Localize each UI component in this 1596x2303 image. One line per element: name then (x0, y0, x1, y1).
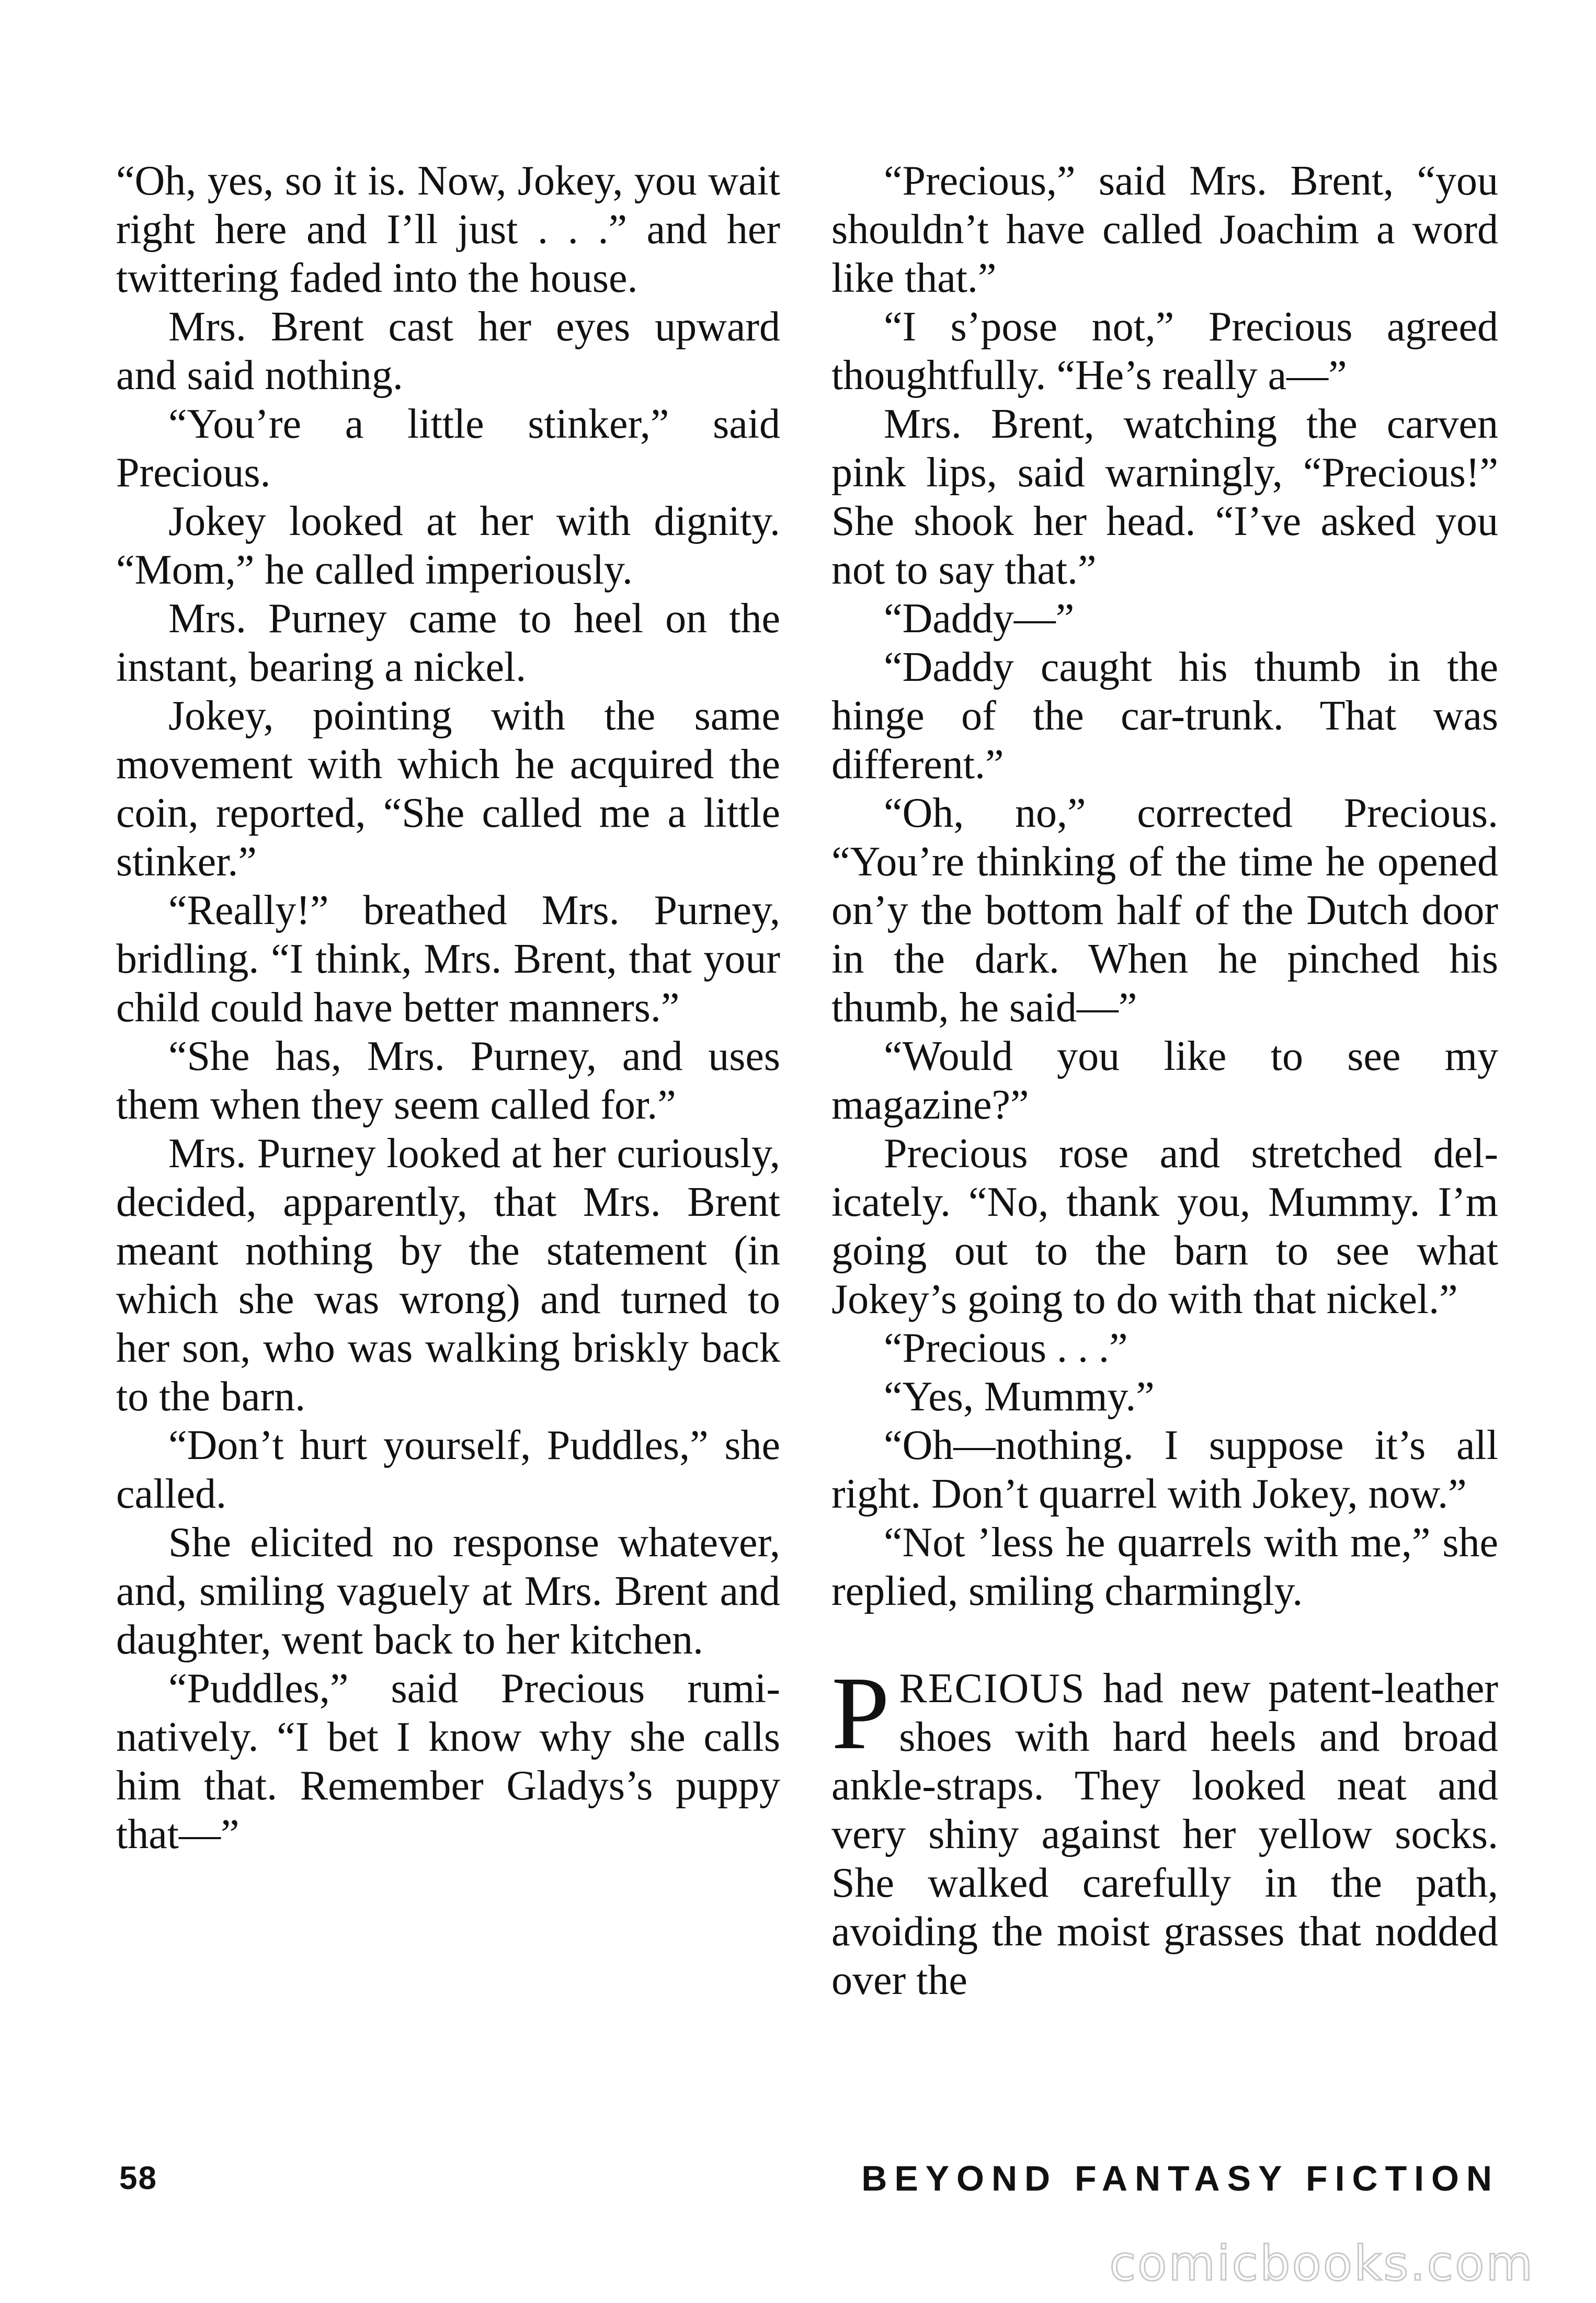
paragraph: Jokey, pointing with the same movement with which he acquired the coin, reported, “She called me a little stinker.” (116, 693, 780, 885)
right-column (831, 157, 1498, 2005)
paragraph: “Precious,” said Mrs. Brent, “you shouldn’t have called Joachim a word like that.” (831, 158, 1498, 301)
paragraph: “I s’pose not,” Precious agreed thoughtfully. “He’s really a—” (831, 304, 1498, 398)
paragraph: Mrs. Brent cast her eyes upward and said nothing. (116, 304, 780, 398)
paragraph: Mrs. Purney came to heel on the instant, bearing a nickel. (116, 596, 780, 690)
paragraph: “Would you like to see my magazine?” (831, 1033, 1498, 1128)
running-footer-title: BEYOND FANTASY FICTION (861, 2159, 1499, 2198)
page-number: 58 (119, 2160, 157, 2196)
paragraph: “Oh—nothing. I suppose it’s all right. Don’t quarrel with Jokey, now.” (831, 1422, 1498, 1517)
paragraph: “Oh, yes, so it is. Now, Jokey, you wait right here and I’ll just . . .” and her twittering faded into the house. (116, 158, 780, 301)
paragraph: “Don’t hurt yourself, Puddles,” she called. (116, 1422, 780, 1517)
paragraph: She elicited no response whatever, and, smiling vaguely at Mrs. Brent and daughter, went back to her kitchen. (116, 1520, 780, 1663)
left-column (116, 157, 780, 1859)
paragraph: “Really!” breathed Mrs. Purney, bridling. “I think, Mrs. Brent, that your child could have better manners.” (116, 887, 780, 1031)
section-break (831, 1616, 1498, 1664)
paragraph: “Yes, Mummy.” (884, 1374, 1155, 1420)
watermark: comicbooks.com (1109, 2236, 1534, 2291)
paragraph: Mrs. Brent, watching the carven pink lips, said warningly, “Precious!” She shook her head. “I’ve asked you not to say that.” (831, 401, 1498, 593)
paragraph: “Daddy caught his thumb in the hinge of the car-trunk. That was different.” (831, 644, 1498, 788)
paragraph: Jokey looked at her with dignity. “Mom,” he called imperiously. (116, 498, 780, 593)
drop-cap: P (831, 1656, 890, 1771)
paragraph: “She has, Mrs. Purney, and uses them when they seem called for.” (116, 1033, 780, 1128)
paragraph: “Puddles,” said Precious ruminatively. “I bet I know why she calls him that. Remember Gladys’s puppy that—” (116, 1666, 780, 1857)
lead-in: RECIOUS (899, 1666, 1086, 1712)
paragraph: “Daddy—” (884, 596, 1075, 642)
paragraph: “Oh, no,” corrected Precious. “You’re thinking of the time he opened on’y the bottom half of the Dutch door in the dark. When he pinched his thumb, he said—” (831, 790, 1498, 1031)
paragraph: “You’re a little stinker,” said Precious. (116, 401, 780, 496)
paragraph: Mrs. Purney looked at her curiously, decided, apparently, that Mrs. Brent meant nothing by the statement (in which she was wrong) and turned to her son, who was walking briskly back to the barn. (116, 1131, 780, 1420)
section-opening-paragraph (831, 1656, 1498, 2005)
paragraph: Precious rose and stretched delicately. “No, thank you, Mummy. I’m going out to the barn to see what Jokey’s going to do with that nickel.” (831, 1131, 1498, 1322)
paragraph: “Not ’less he quarrels with me,” she replied, smiling charmingly. (831, 1520, 1498, 1614)
paragraph: “Precious . . .” (884, 1325, 1128, 1371)
section-text: had new patent-leather shoes with hard heels and broad ankle-straps. They looked neat and very shiny against her yellow socks. She walked carefully in the path, avoiding the moist grasses that nodded over the (831, 1666, 1498, 2003)
